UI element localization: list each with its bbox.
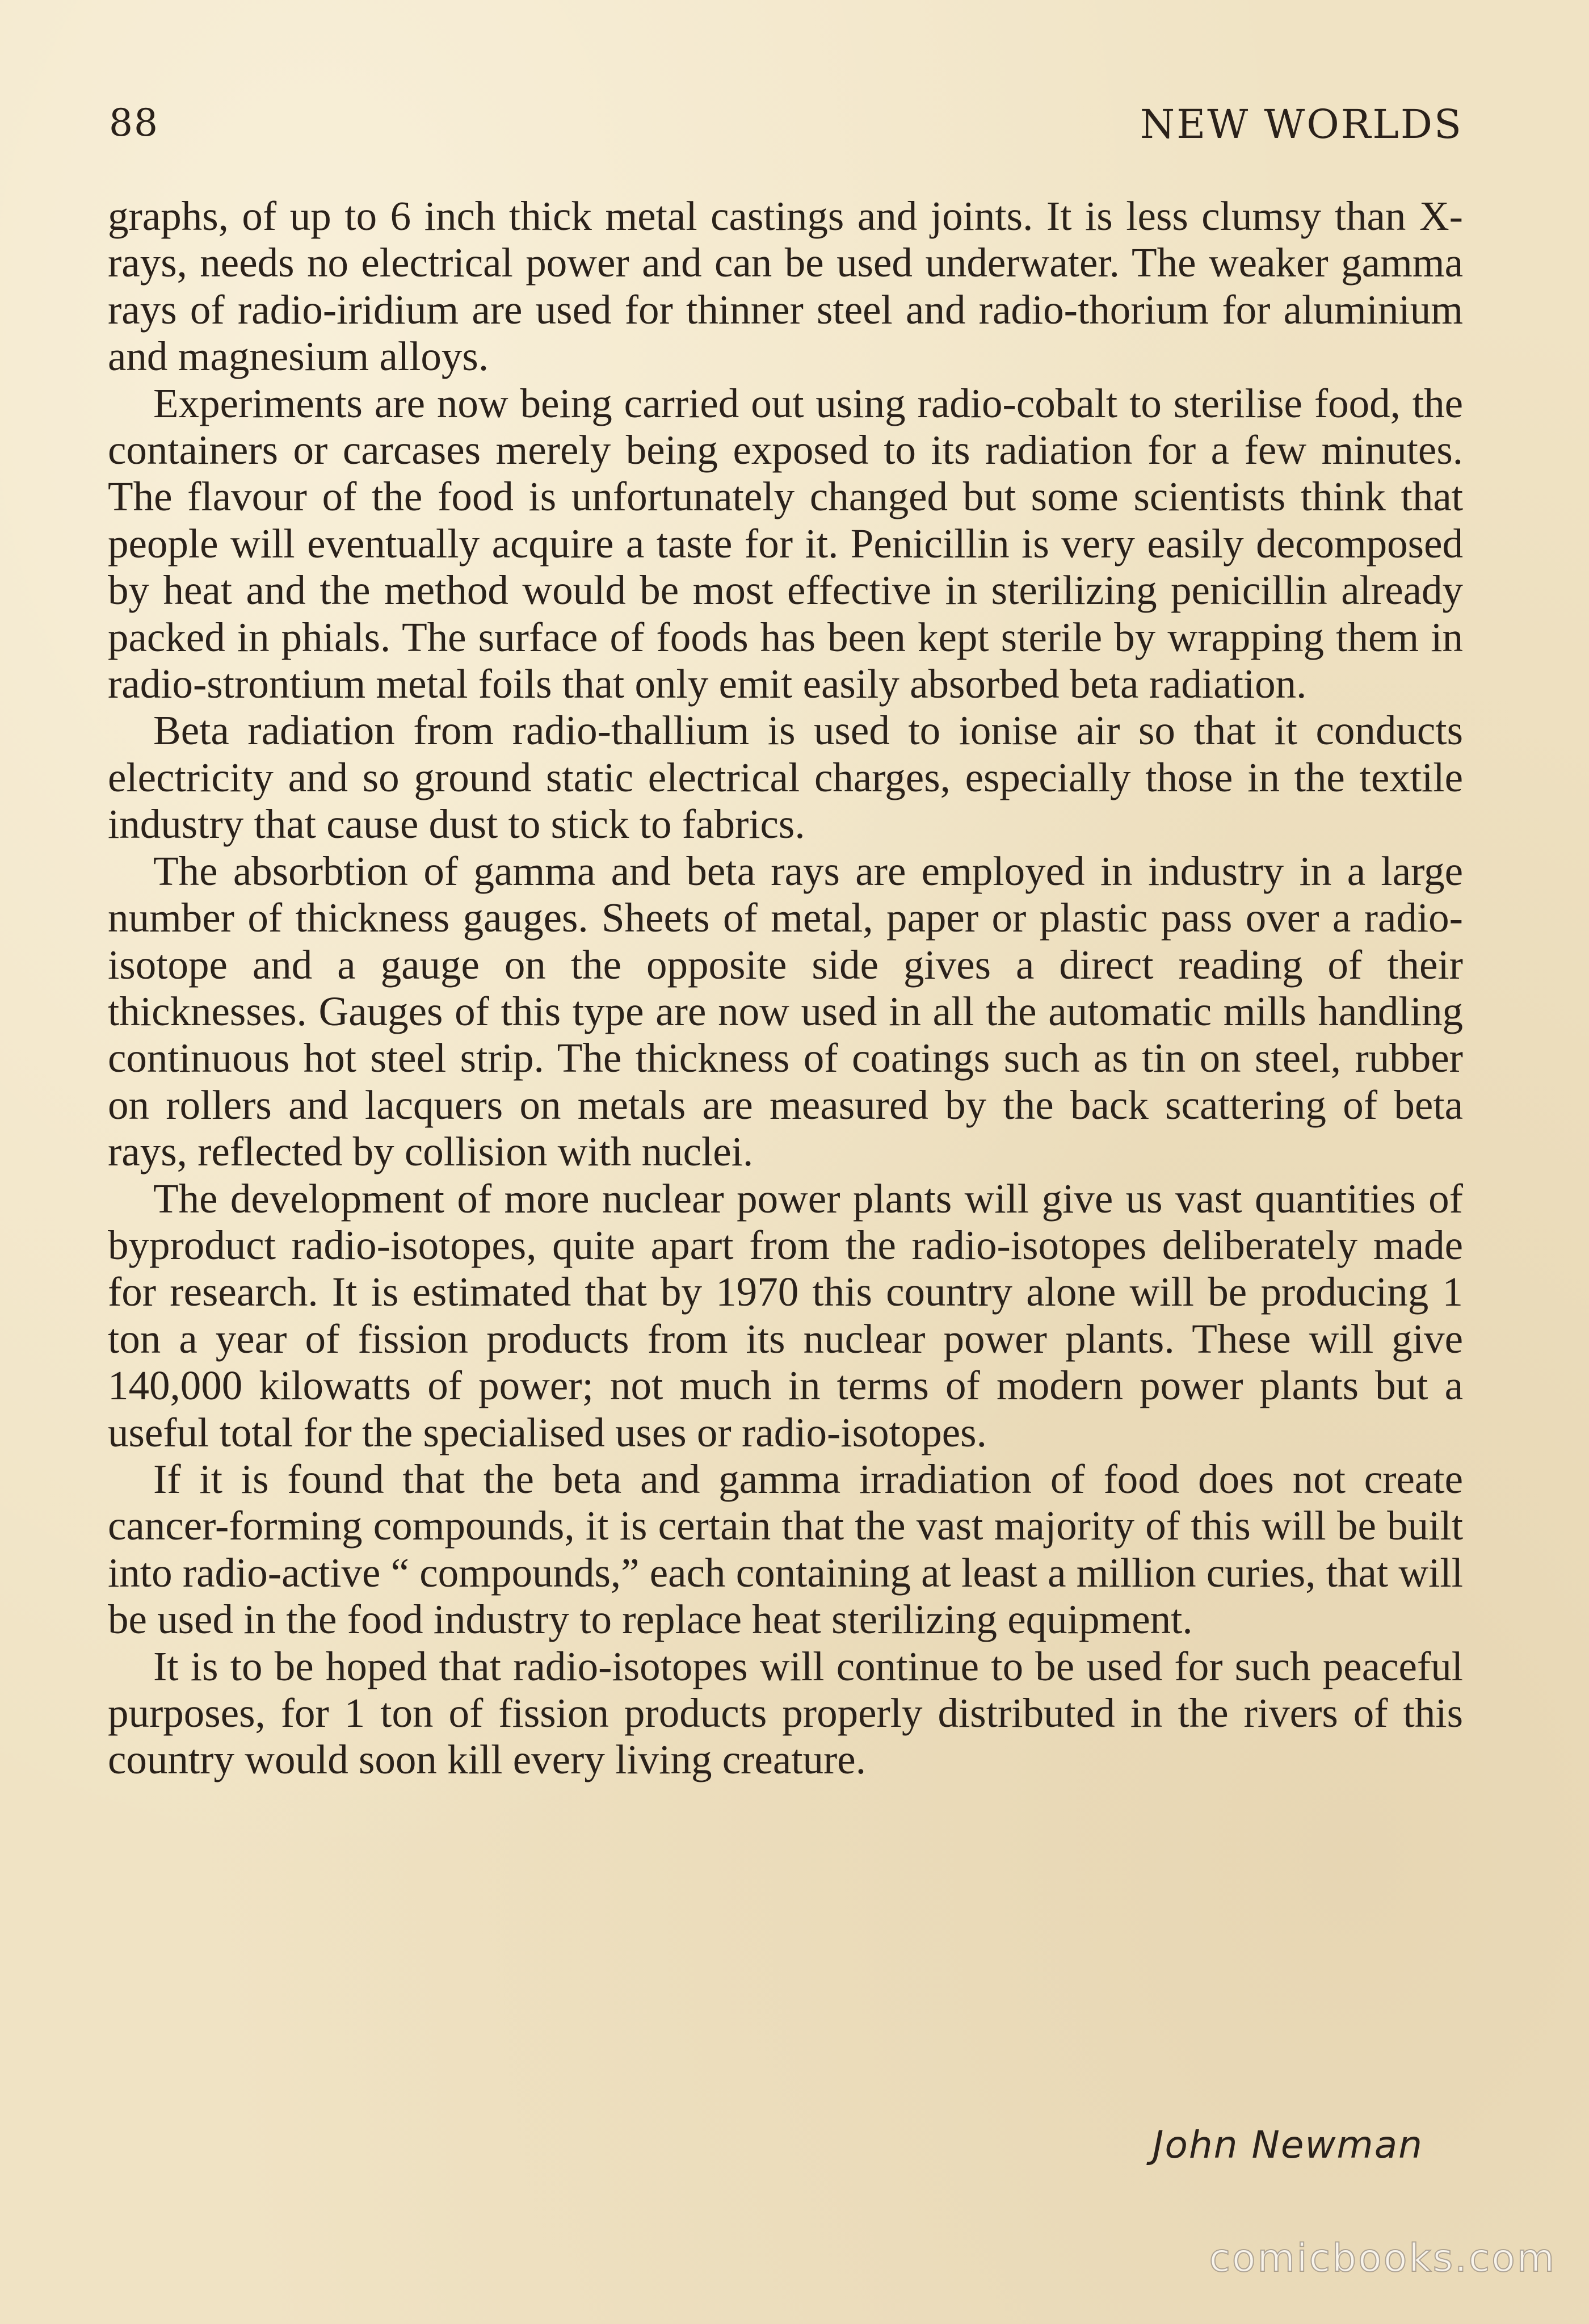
article-body: [108, 193, 1463, 1784]
paragraph-1: graphs, of up to 6 inch thick metal castings and joints. It is less clumsy than X-rays, needs no electrical power and can be used underwater. The weaker gamma rays of radio-iridium are used for thinner steel and radio-thorium for aluminium and magnesium alloys.: [108, 193, 1463, 380]
paragraph-4: The absorbtion of gamma and beta rays are employed in industry in a large number of thickness gauges. Sheets of metal, paper or plastic pass over a radio-isotope and a gauge on the opposite side gives a direct reading of their thicknesses. Gauges of this type are now used in all the automatic mills handling continuous hot steel strip. The thickness of coatings such as tin on steel, rubber on rollers and lacquers on metals are measured by the back scattering of beta rays, reflected by collision with nuclei.: [108, 848, 1463, 1175]
paragraph-7: It is to be hoped that radio-isotopes will continue to be used for such peaceful purposes, for 1 ton of fission products properly distributed in the rivers of this country would soon kill every living creature.: [108, 1643, 1463, 1783]
page-header: [109, 101, 1463, 152]
paragraph-6: If it is found that the beta and gamma irradiation of food does not create cancer-forming compounds, it is certain that the vast majority of this will be built into radio-active “ compounds,” each containing at least a million curies, that will be used in the food industry to replace heat sterilizing equipment.: [108, 1455, 1463, 1643]
paragraph-3: Beta radiation from radio-thallium is used to ionise air so that it conducts electricity and so ground static electrical charges, especially those in the textile industry that cause dust to stick to fabrics.: [108, 707, 1463, 848]
author-byline: John Newman: [1152, 2123, 1423, 2167]
paragraph-2: Experiments are now being carried out using radio-cobalt to sterilise food, the containers or carcases merely being exposed to its radiation for a few minutes. The flavour of the food is unfortunately changed but some scientists think that people will eventually acquire a taste for it. Penicillin is very easily decomposed by heat and the method would be most effective in sterilizing penicillin already packed in phials. The surface of foods has been kept sterile by wrapping them in radio-strontium metal foils that only emit easily absorbed beta radiation.: [108, 380, 1463, 707]
paragraph-5: The development of more nuclear power plants will give us vast quantities of byproduct radio-isotopes, quite apart from the radio-isotopes deliberately made for research. It is estimated that by 1970 this country alone will be producing 1 ton a year of fission products from its nuclear power plants. These will give 140,000 kilowatts of power; not much in terms of modern power plants but a useful total for the specialised uses or radio-isotopes.: [108, 1175, 1463, 1455]
page-number: 88: [109, 101, 159, 145]
site-watermark: comicbooks.com: [1209, 2236, 1556, 2281]
running-head-title: NEW WORLDS: [1140, 101, 1463, 148]
